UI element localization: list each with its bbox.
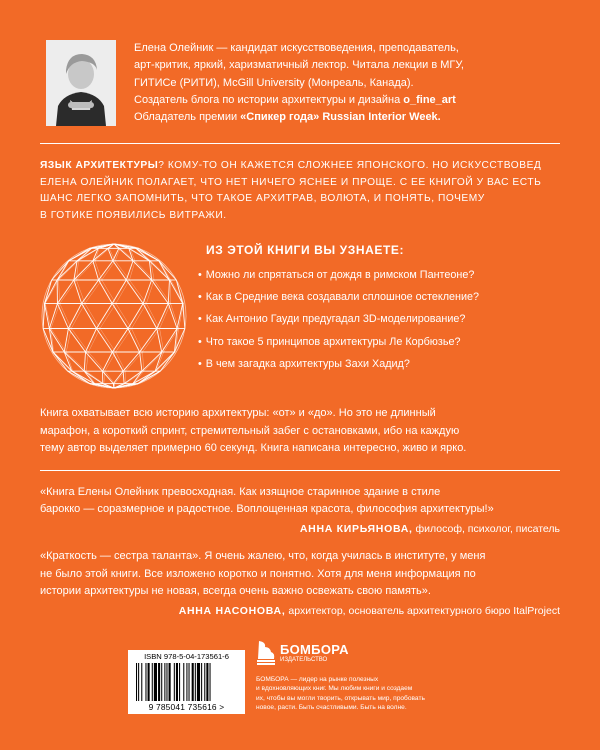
learn-item-text: Можно ли спрятаться от дождя в римском Пантеоне?	[205, 269, 475, 281]
bombora-wave-icon	[256, 639, 276, 665]
summary-text	[40, 405, 560, 458]
learn-list	[198, 264, 568, 375]
learn-item: • В чем загадка архитектуры Захи Хадид?	[198, 357, 410, 370]
quote-author-name: АННА НАСОНОВА,	[178, 605, 286, 618]
quote-author-role: архитектор, основатель архитектурного бюро ItalProject	[288, 605, 560, 618]
quote-attribution	[40, 521, 560, 538]
blog-name: o_fine_art	[403, 93, 456, 106]
intro-text	[40, 158, 560, 224]
intro-line: В ГОТИКЕ ПОЯВИЛИСЬ ВИТРАЖИ.	[40, 209, 227, 221]
author-bio	[134, 40, 564, 126]
publisher-subtitle: ИЗДАТЕЛЬСТВО	[280, 657, 328, 663]
author-photo	[46, 40, 116, 126]
summary-line: Книга охватывает всю историю архитектуры: «от» и «до». Но это не длинный	[40, 407, 436, 419]
intro-text-span: ? КОМУ-ТО ОН КАЖЕТСЯ СЛОЖНЕЕ ЯПОНСКОГО. НО ИСКУССТВОВЕД	[158, 160, 542, 171]
bio-line	[134, 109, 564, 126]
divider	[40, 470, 560, 471]
divider	[40, 143, 560, 144]
quote-line: не было этой книги. Все изложено коротко и понятно. Хотя для меня информация по	[40, 567, 476, 580]
learn-item-text: В чем загадка архитектуры Захи Хадид?	[205, 357, 410, 370]
learn-item: • Что такое 5 принципов архитектуры Ле Корбюзье?	[198, 335, 461, 348]
learn-title: ИЗ ЭТОЙ КНИГИ ВЫ УЗНАЕТЕ:	[206, 243, 405, 257]
learn-item-text: Как Антонио Гауди предугадал 3D-моделирование?	[205, 313, 466, 326]
barcode-bars	[136, 663, 237, 703]
bio-line: арт-критик, яркий, харизматичный лектор. Читала лекции в МГУ,	[134, 59, 464, 72]
author-block	[46, 40, 566, 128]
summary-line: тему автор выделяет примерно 60 секунд. Книга написана интересно, живо и ярко.	[40, 442, 467, 454]
barcode-digits: 9 785041 735616 >	[148, 702, 225, 712]
publisher-desc-line: и вдохновляющих книг. Мы любим книги и создаем	[256, 685, 413, 693]
barcode	[128, 650, 245, 714]
quote-attribution	[40, 603, 560, 620]
publisher-desc-line: их, чтобы вы могли творить, открывать мир, пробовать	[256, 694, 425, 702]
learn-item: • Как Антонио Гауди предугадал 3D-моделирование?	[198, 313, 466, 326]
quote-line: «Краткость — сестра таланта». Я очень жалею, что, когда училась в институте, у меня	[40, 550, 486, 563]
publisher-name: БОМБОРА	[280, 642, 349, 657]
quote	[40, 548, 560, 620]
bio-text: Обладатель премии	[134, 111, 238, 124]
quote-line: «Книга Елены Олейник превосходная. Как изящное старинное здание в стиле	[40, 486, 441, 498]
bio-line: Елена Олейник — кандидат искусствоведения, преподаватель,	[134, 42, 459, 54]
publisher-desc-line: новое, расти. Быть счастливыми. Быть на волне.	[256, 704, 407, 712]
summary-line: марафон, а короткий спринт, стремительный забег с остановками, ибо на каждую	[40, 424, 460, 437]
quote-line: барокко — соразмерное и радостное. Воплощенная красота, философия архитектуры!»	[40, 503, 494, 516]
quote	[40, 484, 560, 538]
quote-author-name: АННА КИРЬЯНОВА,	[299, 523, 413, 536]
learn-item: • Можно ли спрятаться от дождя в римском Пантеоне?	[198, 269, 475, 281]
quote-line: истории архитектуры не новая, всегда очень важно освежать свою память».	[40, 584, 431, 597]
bio-line	[134, 92, 564, 109]
publisher-description	[256, 675, 426, 713]
geodesic-sphere-icon	[38, 240, 190, 392]
intro-lead: ЯЗЫК АРХИТЕКТУРЫ	[40, 160, 159, 171]
quotes-block	[40, 484, 560, 620]
intro-line: ШАНС ЛЕГКО ЗАПОМНИТЬ, ЧТО ТАКОЕ АРХИТРАВ, ВОЛЮТА, И ПОНЯТЬ, ПОЧЕМУ	[40, 193, 485, 205]
bio-text: Создатель блога по истории архитектуры и дизайна	[134, 93, 401, 106]
award-event: Russian Interior Week.	[322, 111, 441, 124]
learn-item-text: Как в Средние века создавали сплошное остекление?	[205, 291, 480, 304]
learn-item-text: Что такое 5 принципов архитектуры Ле Корбюзье?	[205, 335, 461, 348]
intro-line: ЕЛЕНА ОЛЕЙНИК ПОЛАГАЕТ, ЧТО НЕТ НИЧЕГО ЯСНЕЕ И ПРОЩЕ. С ЕЕ КНИГОЙ У ВАС ЕСТЬ	[40, 176, 542, 188]
isbn-text: ISBN 978-5-04-173561-6	[144, 652, 229, 661]
award-name: «Спикер года»	[240, 111, 320, 124]
quote-author-role: философ, психолог, писатель	[415, 523, 560, 536]
publisher-desc-line: БОМБОРА — лидер на рынке полезных	[256, 676, 379, 683]
intro-line	[40, 158, 560, 175]
bio-line: ГИТИСе (РИТИ), McGill University (Монреаль, Канада).	[134, 76, 414, 89]
learn-item: • Как в Средние века создавали сплошное остекление?	[198, 291, 480, 304]
